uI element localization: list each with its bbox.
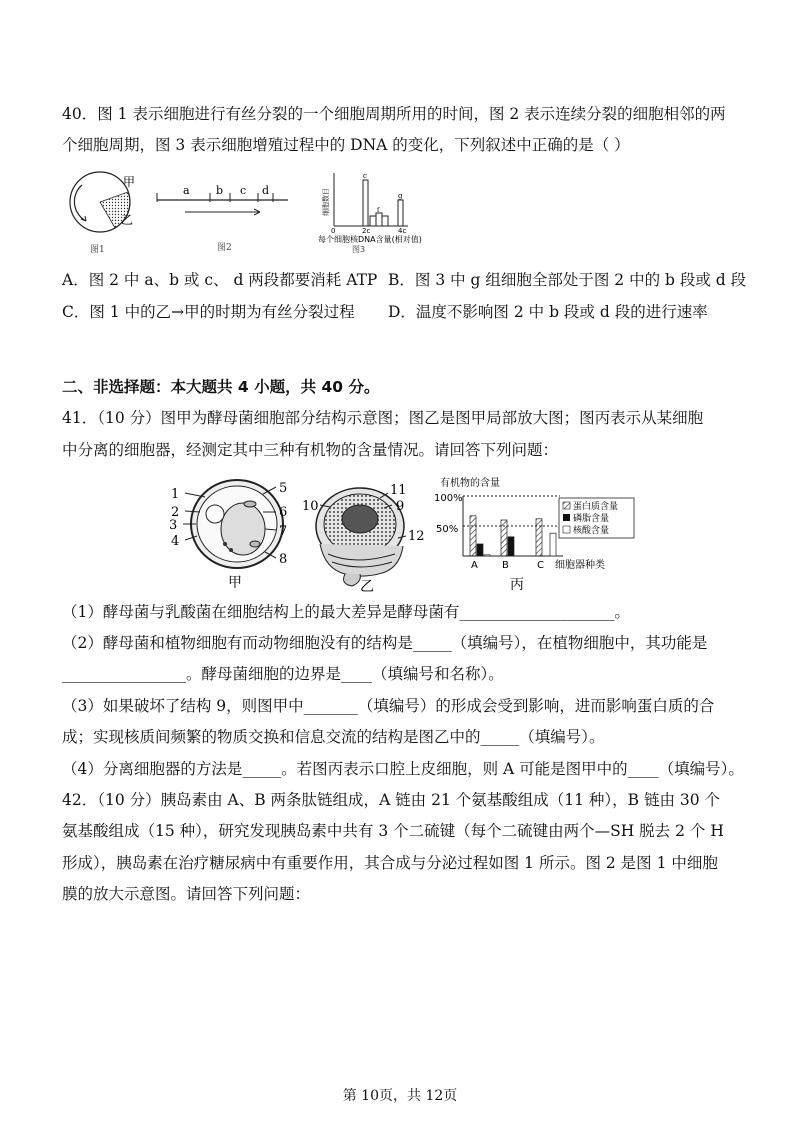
fig2-a: a xyxy=(183,184,190,197)
q40-option-a: A．图 2 中 a、b 或 c、 d 两段都要消耗 ATP xyxy=(62,271,378,289)
jia-label-8: 8 xyxy=(279,552,288,567)
fig3-ylabel: 细胞数目 xyxy=(322,188,330,216)
fig3-tick-0: 0 xyxy=(331,227,336,235)
bing-legend-protein: 蛋白质含量 xyxy=(573,502,619,512)
fig2-d: d xyxy=(262,184,270,197)
q41-figure-bing xyxy=(434,476,638,594)
q41-figure-jia xyxy=(165,474,300,592)
bing-caption: 丙 xyxy=(510,577,524,593)
bing-xlabel: 细胞器种类 xyxy=(555,560,605,571)
bing-y100: 100% xyxy=(434,493,463,504)
q42-line3: 形成），胰岛素在治疗糖尿病中有重要作用，其合成与分泌过程如图 1 所示。图 2 是图 1 中细胞 xyxy=(62,854,718,872)
bing-cat-a: A xyxy=(471,560,478,571)
bar-A-protein xyxy=(470,516,476,556)
bar-C-protein xyxy=(536,519,542,556)
q41-figure-yi xyxy=(300,474,435,594)
bar-C-nucleic xyxy=(550,533,556,556)
jia-label-5: 5 xyxy=(279,481,288,496)
fig3-tick-2c: 2c xyxy=(362,227,371,235)
q41-part3-line2: 成；实现核质间频繁的物质交换和信息交流的结构是图乙中的_____（填编号）。 xyxy=(62,728,605,746)
jia-label-2: 2 xyxy=(171,505,180,520)
q40-figure3 xyxy=(312,168,422,256)
q41-part1: （1）酵母菌与乳酸菌在细胞结构上的最大差异是酵母菌有____________________。 xyxy=(62,603,630,621)
jia-label-6: 6 xyxy=(279,505,288,520)
q42-line4: 膜的放大示意图。请回答下列问题： xyxy=(62,885,311,903)
fig3-bar-c xyxy=(363,180,368,226)
bar-A-lipid xyxy=(477,544,483,556)
q41-part4: （4）分离细胞器的方法是_____。若图丙表示口腔上皮细胞，则 A 可能是图甲中的____（填编号）。 xyxy=(62,760,744,778)
q41-stem-line2: 中分离的细胞器，经测定其中三种有机物的含量情况。请回答下列问题： xyxy=(62,441,559,459)
fig3-xlabel: 每个细胞核DNA含量(相对值) xyxy=(318,235,422,244)
fig3-f: f xyxy=(377,207,380,214)
q40-option-d: D．温度不影响图 2 中 b 段或 d 段的进行速率 xyxy=(388,303,708,321)
fig1-label-jia: 甲 xyxy=(123,175,136,189)
q42-line1: 42．（10 分）胰岛素由 A、B 两条肽链组成，A 链由 21 个氨基酸组成（11 种），B 链由 30 个 xyxy=(62,791,721,809)
q42-line2: 氨基酸组成（15 种），研究发现胰岛素中共有 3 个二硫键（每个二硫键由两个—SH 脱去 2 个 H xyxy=(62,822,724,840)
bing-y50: 50% xyxy=(436,524,459,535)
q41-part2-line2: ________________。酵母菌细胞的边界是____（填编号和名称）。 xyxy=(62,665,504,683)
fig2-b: b xyxy=(216,184,224,197)
section2-heading: 二、非选择题：本大题共 4 小题，共 40 分。 xyxy=(62,378,380,396)
bing-title: 有机物的含量 xyxy=(440,478,500,489)
q41-part3-line1: （3）如果破坏了结构 9，则图甲中_______（填编号）的形成会受到影响，进而影响蛋白质的合 xyxy=(62,697,715,715)
q40-figure2 xyxy=(155,180,295,255)
bing-bars xyxy=(470,516,556,556)
bar-B-protein xyxy=(501,520,507,556)
yi-caption: 乙 xyxy=(360,579,374,595)
bar-A-nucleic xyxy=(484,555,490,556)
bing-cat-b: B xyxy=(502,560,509,571)
fig3-tick-4c: 4c xyxy=(398,227,407,235)
q40-option-b: B．图 3 中 g 组细胞全部处于图 2 中的 b 段或 d 段 xyxy=(388,271,747,289)
fig3-g: g xyxy=(398,192,403,200)
q40-option-c: C．图 1 中的乙→甲的时期为有丝分裂过程 xyxy=(62,303,355,321)
jia-label-1: 1 xyxy=(171,487,180,502)
fig2-c: c xyxy=(240,184,247,197)
yi-label-11: 11 xyxy=(390,483,407,498)
bing-legend-lipid: 磷脂含量 xyxy=(573,514,610,524)
yi-label-10: 10 xyxy=(302,499,319,514)
bar-B-lipid xyxy=(508,537,514,556)
fig1-caption: 图1 xyxy=(90,245,105,255)
q41-stem-line1: 41．（10 分）图甲为酵母菌细胞部分结构示意图；图乙是图甲局部放大图；图丙表示从某细胞 xyxy=(62,409,704,427)
q41-part2-line1: （2）酵母菌和植物细胞有而动物细胞没有的结构是_____（填编号），在植物细胞中，其功能是 xyxy=(62,634,708,652)
yi-label-9: 9 xyxy=(396,499,405,514)
fig3-c: c xyxy=(363,172,367,180)
fig3-caption: 图3 xyxy=(352,245,366,254)
q40-figure1 xyxy=(60,165,150,255)
jia-label-7: 7 xyxy=(279,524,288,539)
bing-cat-c: C xyxy=(537,560,544,571)
q40-stem-line1: 40．图 1 表示细胞进行有丝分裂的一个细胞周期所用的时间，图 2 表示连续分裂的细胞相邻的两 xyxy=(62,105,726,123)
fig2-caption: 图2 xyxy=(217,243,232,253)
jia-caption: 甲 xyxy=(228,575,242,591)
q40-stem-line2: 个细胞周期，图 3 表示细胞增殖过程中的 DNA 的变化，下列叙述中正确的是（ ） xyxy=(62,136,630,154)
yi-label-12: 12 xyxy=(408,529,425,544)
jia-label-4: 4 xyxy=(171,534,180,549)
jia-label-3: 3 xyxy=(169,518,178,533)
page-footer: 第 10页，共 12页 xyxy=(342,1088,458,1104)
bing-legend-nucleic: 核酸含量 xyxy=(573,526,610,536)
fig1-label-yi: 乙 xyxy=(121,213,134,227)
fig3-bar-g xyxy=(398,200,403,226)
